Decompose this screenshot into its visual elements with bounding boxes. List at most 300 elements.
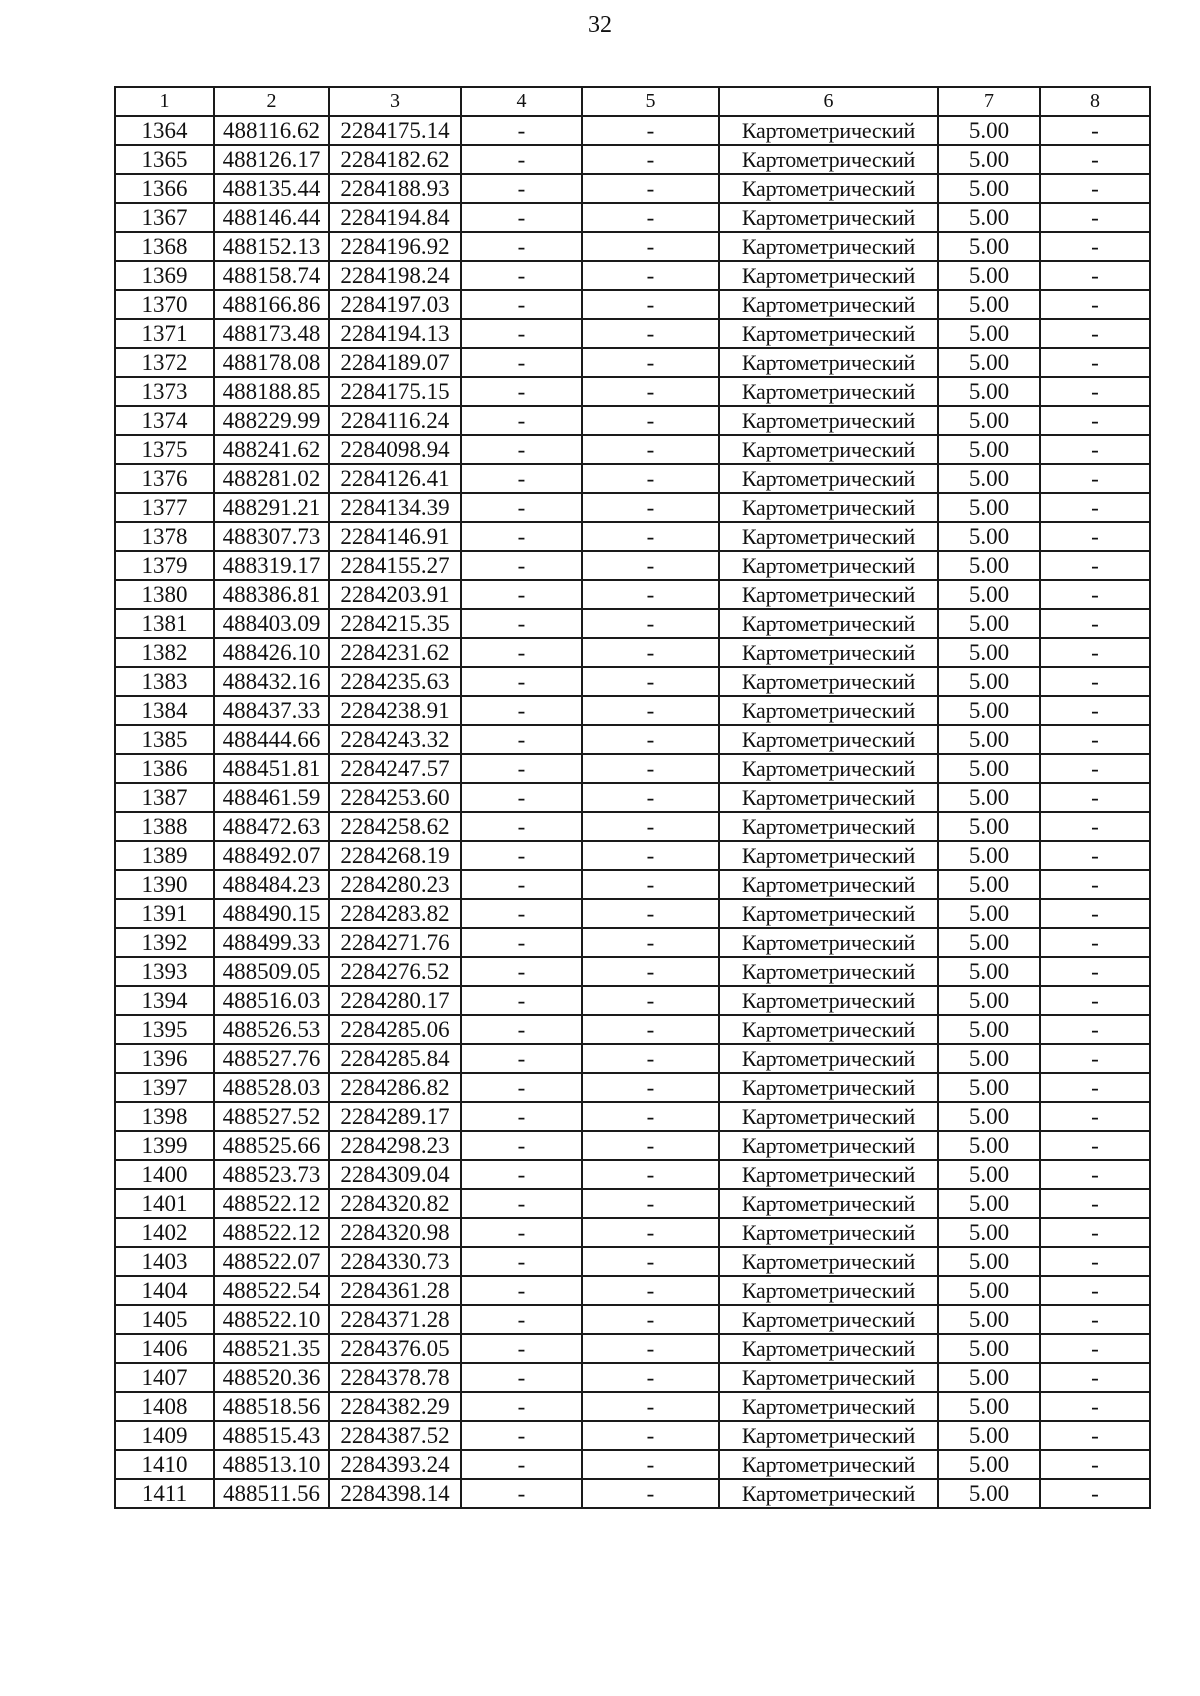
col8-cell: - [1040, 812, 1150, 841]
method-cell: Картометрический [719, 1363, 938, 1392]
y-coordinate-cell: 2284188.93 [329, 174, 461, 203]
method-cell: Картометрический [719, 1305, 938, 1334]
y-coordinate-cell: 2284146.91 [329, 522, 461, 551]
method-cell: Картометрический [719, 377, 938, 406]
table-row [115, 116, 1150, 145]
y-coordinate-cell: 2284330.73 [329, 1247, 461, 1276]
col5-cell: - [582, 203, 719, 232]
col8-cell: - [1040, 899, 1150, 928]
accuracy-cell: 5.00 [938, 638, 1040, 667]
method-cell: Картометрический [719, 986, 938, 1015]
col4-cell: - [461, 348, 582, 377]
col8-cell: - [1040, 725, 1150, 754]
col4-cell: - [461, 464, 582, 493]
method-cell: Картометрический [719, 1276, 938, 1305]
col4-cell: - [461, 1305, 582, 1334]
table-row [115, 377, 1150, 406]
x-coordinate-cell: 488135.44 [214, 174, 329, 203]
col4-cell: - [461, 783, 582, 812]
col4-cell: - [461, 638, 582, 667]
x-coordinate-cell: 488511.56 [214, 1479, 329, 1508]
accuracy-cell: 5.00 [938, 870, 1040, 899]
x-coordinate-cell: 488520.36 [214, 1363, 329, 1392]
x-coordinate-cell: 488307.73 [214, 522, 329, 551]
y-coordinate-cell: 2284398.14 [329, 1479, 461, 1508]
accuracy-cell: 5.00 [938, 290, 1040, 319]
point-number-cell: 1384 [115, 696, 214, 725]
table-row [115, 261, 1150, 290]
col4-cell: - [461, 551, 582, 580]
method-cell: Картометрический [719, 870, 938, 899]
x-coordinate-cell: 488522.54 [214, 1276, 329, 1305]
table-row [115, 812, 1150, 841]
col5-cell: - [582, 1276, 719, 1305]
method-cell: Картометрический [719, 203, 938, 232]
y-coordinate-cell: 2284387.52 [329, 1421, 461, 1450]
method-cell: Картометрический [719, 899, 938, 928]
table-row [115, 609, 1150, 638]
point-number-cell: 1382 [115, 638, 214, 667]
accuracy-cell: 5.00 [938, 493, 1040, 522]
accuracy-cell: 5.00 [938, 261, 1040, 290]
accuracy-cell: 5.00 [938, 1044, 1040, 1073]
col5-cell: - [582, 841, 719, 870]
table-row [115, 435, 1150, 464]
table-row [115, 1276, 1150, 1305]
point-number-cell: 1375 [115, 435, 214, 464]
y-coordinate-cell: 2284197.03 [329, 290, 461, 319]
col4-cell: - [461, 290, 582, 319]
point-number-cell: 1380 [115, 580, 214, 609]
y-coordinate-cell: 2284320.98 [329, 1218, 461, 1247]
col8-cell: - [1040, 203, 1150, 232]
col4-cell: - [461, 1334, 582, 1363]
column-header: 2 [214, 87, 329, 116]
table-row [115, 783, 1150, 812]
col5-cell: - [582, 928, 719, 957]
col4-cell: - [461, 116, 582, 145]
x-coordinate-cell: 488492.07 [214, 841, 329, 870]
col5-cell: - [582, 261, 719, 290]
col4-cell: - [461, 986, 582, 1015]
table-row [115, 1044, 1150, 1073]
accuracy-cell: 5.00 [938, 725, 1040, 754]
col4-cell: - [461, 1450, 582, 1479]
method-cell: Картометрический [719, 435, 938, 464]
col4-cell: - [461, 1073, 582, 1102]
point-number-cell: 1371 [115, 319, 214, 348]
x-coordinate-cell: 488229.99 [214, 406, 329, 435]
point-number-cell: 1369 [115, 261, 214, 290]
table-row [115, 870, 1150, 899]
point-number-cell: 1391 [115, 899, 214, 928]
x-coordinate-cell: 488461.59 [214, 783, 329, 812]
column-header: 5 [582, 87, 719, 116]
x-coordinate-cell: 488403.09 [214, 609, 329, 638]
column-header: 7 [938, 87, 1040, 116]
accuracy-cell: 5.00 [938, 551, 1040, 580]
y-coordinate-cell: 2284175.14 [329, 116, 461, 145]
col8-cell: - [1040, 1189, 1150, 1218]
accuracy-cell: 5.00 [938, 1102, 1040, 1131]
method-cell: Картометрический [719, 957, 938, 986]
y-coordinate-cell: 2284194.84 [329, 203, 461, 232]
col4-cell: - [461, 957, 582, 986]
col8-cell: - [1040, 377, 1150, 406]
column-header: 6 [719, 87, 938, 116]
method-cell: Картометрический [719, 638, 938, 667]
accuracy-cell: 5.00 [938, 377, 1040, 406]
col4-cell: - [461, 580, 582, 609]
point-number-cell: 1374 [115, 406, 214, 435]
point-number-cell: 1379 [115, 551, 214, 580]
col8-cell: - [1040, 1131, 1150, 1160]
x-coordinate-cell: 488426.10 [214, 638, 329, 667]
method-cell: Картометрический [719, 609, 938, 638]
col5-cell: - [582, 232, 719, 261]
method-cell: Картометрический [719, 1102, 938, 1131]
col5-cell: - [582, 754, 719, 783]
accuracy-cell: 5.00 [938, 928, 1040, 957]
point-number-cell: 1405 [115, 1305, 214, 1334]
x-coordinate-cell: 488518.56 [214, 1392, 329, 1421]
x-coordinate-cell: 488241.62 [214, 435, 329, 464]
col4-cell: - [461, 1160, 582, 1189]
accuracy-cell: 5.00 [938, 1131, 1040, 1160]
col8-cell: - [1040, 1015, 1150, 1044]
col4-cell: - [461, 522, 582, 551]
table-row [115, 1102, 1150, 1131]
x-coordinate-cell: 488178.08 [214, 348, 329, 377]
x-coordinate-cell: 488516.03 [214, 986, 329, 1015]
table-row [115, 319, 1150, 348]
col4-cell: - [461, 928, 582, 957]
table-row [115, 522, 1150, 551]
method-cell: Картометрический [719, 1044, 938, 1073]
accuracy-cell: 5.00 [938, 464, 1040, 493]
col4-cell: - [461, 1363, 582, 1392]
col8-cell: - [1040, 1305, 1150, 1334]
method-cell: Картометрический [719, 783, 938, 812]
y-coordinate-cell: 2284298.23 [329, 1131, 461, 1160]
y-coordinate-cell: 2284182.62 [329, 145, 461, 174]
x-coordinate-cell: 488173.48 [214, 319, 329, 348]
col8-cell: - [1040, 667, 1150, 696]
method-cell: Картометрический [719, 145, 938, 174]
x-coordinate-cell: 488522.07 [214, 1247, 329, 1276]
col4-cell: - [461, 1421, 582, 1450]
col4-cell: - [461, 232, 582, 261]
y-coordinate-cell: 2284378.78 [329, 1363, 461, 1392]
col5-cell: - [582, 1073, 719, 1102]
x-coordinate-cell: 488432.16 [214, 667, 329, 696]
col4-cell: - [461, 754, 582, 783]
method-cell: Картометрический [719, 667, 938, 696]
method-cell: Картометрический [719, 1015, 938, 1044]
accuracy-cell: 5.00 [938, 145, 1040, 174]
point-number-cell: 1403 [115, 1247, 214, 1276]
table-row [115, 464, 1150, 493]
x-coordinate-cell: 488166.86 [214, 290, 329, 319]
col4-cell: - [461, 261, 582, 290]
x-coordinate-cell: 488521.35 [214, 1334, 329, 1363]
col5-cell: - [582, 638, 719, 667]
table-row [115, 928, 1150, 957]
col4-cell: - [461, 203, 582, 232]
x-coordinate-cell: 488444.66 [214, 725, 329, 754]
method-cell: Картометрический [719, 1450, 938, 1479]
col8-cell: - [1040, 1044, 1150, 1073]
col5-cell: - [582, 551, 719, 580]
method-cell: Картометрический [719, 754, 938, 783]
table-row [115, 145, 1150, 174]
point-number-cell: 1388 [115, 812, 214, 841]
col4-cell: - [461, 319, 582, 348]
accuracy-cell: 5.00 [938, 1479, 1040, 1508]
col8-cell: - [1040, 232, 1150, 261]
method-cell: Картометрический [719, 406, 938, 435]
x-coordinate-cell: 488509.05 [214, 957, 329, 986]
method-cell: Картометрический [719, 1189, 938, 1218]
point-number-cell: 1407 [115, 1363, 214, 1392]
accuracy-cell: 5.00 [938, 696, 1040, 725]
table-row [115, 203, 1150, 232]
col5-cell: - [582, 406, 719, 435]
col8-cell: - [1040, 522, 1150, 551]
accuracy-cell: 5.00 [938, 522, 1040, 551]
col4-cell: - [461, 841, 582, 870]
col8-cell: - [1040, 319, 1150, 348]
col8-cell: - [1040, 261, 1150, 290]
y-coordinate-cell: 2284253.60 [329, 783, 461, 812]
point-number-cell: 1409 [115, 1421, 214, 1450]
col5-cell: - [582, 609, 719, 638]
x-coordinate-cell: 488528.03 [214, 1073, 329, 1102]
col4-cell: - [461, 725, 582, 754]
col8-cell: - [1040, 638, 1150, 667]
y-coordinate-cell: 2284320.82 [329, 1189, 461, 1218]
table-row [115, 290, 1150, 319]
method-cell: Картометрический [719, 232, 938, 261]
y-coordinate-cell: 2284361.28 [329, 1276, 461, 1305]
method-cell: Картометрический [719, 1334, 938, 1363]
col5-cell: - [582, 1044, 719, 1073]
col5-cell: - [582, 145, 719, 174]
y-coordinate-cell: 2284243.32 [329, 725, 461, 754]
accuracy-cell: 5.00 [938, 1160, 1040, 1189]
col5-cell: - [582, 783, 719, 812]
x-coordinate-cell: 488526.53 [214, 1015, 329, 1044]
x-coordinate-cell: 488522.10 [214, 1305, 329, 1334]
y-coordinate-cell: 2284175.15 [329, 377, 461, 406]
table-row [115, 1479, 1150, 1508]
y-coordinate-cell: 2284309.04 [329, 1160, 461, 1189]
method-cell: Картометрический [719, 1247, 938, 1276]
col5-cell: - [582, 174, 719, 203]
col4-cell: - [461, 174, 582, 203]
col5-cell: - [582, 377, 719, 406]
col8-cell: - [1040, 609, 1150, 638]
x-coordinate-cell: 488319.17 [214, 551, 329, 580]
x-coordinate-cell: 488522.12 [214, 1189, 329, 1218]
col5-cell: - [582, 957, 719, 986]
method-cell: Картометрический [719, 174, 938, 203]
col5-cell: - [582, 435, 719, 464]
point-number-cell: 1402 [115, 1218, 214, 1247]
col5-cell: - [582, 290, 719, 319]
y-coordinate-cell: 2284247.57 [329, 754, 461, 783]
x-coordinate-cell: 488499.33 [214, 928, 329, 957]
accuracy-cell: 5.00 [938, 203, 1040, 232]
method-cell: Картометрический [719, 522, 938, 551]
table-row [115, 580, 1150, 609]
table-row [115, 1160, 1150, 1189]
col8-cell: - [1040, 580, 1150, 609]
col5-cell: - [582, 1102, 719, 1131]
col5-cell: - [582, 1479, 719, 1508]
col4-cell: - [461, 899, 582, 928]
col5-cell: - [582, 1218, 719, 1247]
point-number-cell: 1378 [115, 522, 214, 551]
col5-cell: - [582, 1305, 719, 1334]
col8-cell: - [1040, 841, 1150, 870]
x-coordinate-cell: 488522.12 [214, 1218, 329, 1247]
col4-cell: - [461, 870, 582, 899]
table-row [115, 667, 1150, 696]
table-row [115, 841, 1150, 870]
point-number-cell: 1397 [115, 1073, 214, 1102]
method-cell: Картометрический [719, 1392, 938, 1421]
x-coordinate-cell: 488146.44 [214, 203, 329, 232]
y-coordinate-cell: 2284258.62 [329, 812, 461, 841]
table-row [115, 348, 1150, 377]
col8-cell: - [1040, 1421, 1150, 1450]
point-number-cell: 1365 [115, 145, 214, 174]
col5-cell: - [582, 1421, 719, 1450]
accuracy-cell: 5.00 [938, 783, 1040, 812]
table-row [115, 493, 1150, 522]
col4-cell: - [461, 377, 582, 406]
col4-cell: - [461, 406, 582, 435]
accuracy-cell: 5.00 [938, 986, 1040, 1015]
accuracy-cell: 5.00 [938, 1450, 1040, 1479]
col8-cell: - [1040, 1363, 1150, 1392]
point-number-cell: 1406 [115, 1334, 214, 1363]
x-coordinate-cell: 488523.73 [214, 1160, 329, 1189]
col4-cell: - [461, 493, 582, 522]
y-coordinate-cell: 2284198.24 [329, 261, 461, 290]
method-cell: Картометрический [719, 812, 938, 841]
point-number-cell: 1408 [115, 1392, 214, 1421]
point-number-cell: 1393 [115, 957, 214, 986]
y-coordinate-cell: 2284194.13 [329, 319, 461, 348]
y-coordinate-cell: 2284285.06 [329, 1015, 461, 1044]
col8-cell: - [1040, 928, 1150, 957]
col5-cell: - [582, 667, 719, 696]
point-number-cell: 1368 [115, 232, 214, 261]
col8-cell: - [1040, 406, 1150, 435]
col8-cell: - [1040, 348, 1150, 377]
y-coordinate-cell: 2284271.76 [329, 928, 461, 957]
col8-cell: - [1040, 1479, 1150, 1508]
method-cell: Картометрический [719, 841, 938, 870]
col8-cell: - [1040, 551, 1150, 580]
x-coordinate-cell: 488490.15 [214, 899, 329, 928]
table-row [115, 899, 1150, 928]
accuracy-cell: 5.00 [938, 116, 1040, 145]
point-number-cell: 1364 [115, 116, 214, 145]
method-cell: Картометрический [719, 261, 938, 290]
point-number-cell: 1385 [115, 725, 214, 754]
table-row [115, 1421, 1150, 1450]
method-cell: Картометрический [719, 290, 938, 319]
method-cell: Картометрический [719, 928, 938, 957]
col4-cell: - [461, 1276, 582, 1305]
y-coordinate-cell: 2284155.27 [329, 551, 461, 580]
col4-cell: - [461, 812, 582, 841]
y-coordinate-cell: 2284238.91 [329, 696, 461, 725]
point-number-cell: 1386 [115, 754, 214, 783]
col8-cell: - [1040, 1073, 1150, 1102]
col4-cell: - [461, 1102, 582, 1131]
method-cell: Картометрический [719, 1479, 938, 1508]
col5-cell: - [582, 1363, 719, 1392]
method-cell: Картометрический [719, 1073, 938, 1102]
column-header: 1 [115, 87, 214, 116]
col8-cell: - [1040, 1218, 1150, 1247]
col5-cell: - [582, 580, 719, 609]
col5-cell: - [582, 1392, 719, 1421]
method-cell: Картометрический [719, 1421, 938, 1450]
table-row [115, 754, 1150, 783]
col5-cell: - [582, 696, 719, 725]
col8-cell: - [1040, 986, 1150, 1015]
point-number-cell: 1396 [115, 1044, 214, 1073]
col8-cell: - [1040, 174, 1150, 203]
accuracy-cell: 5.00 [938, 957, 1040, 986]
point-number-cell: 1392 [115, 928, 214, 957]
y-coordinate-cell: 2284280.23 [329, 870, 461, 899]
col8-cell: - [1040, 493, 1150, 522]
x-coordinate-cell: 488472.63 [214, 812, 329, 841]
table-row [115, 174, 1150, 203]
table-row [115, 1392, 1150, 1421]
col5-cell: - [582, 986, 719, 1015]
y-coordinate-cell: 2284231.62 [329, 638, 461, 667]
col8-cell: - [1040, 696, 1150, 725]
table-row [115, 1218, 1150, 1247]
y-coordinate-cell: 2284268.19 [329, 841, 461, 870]
col4-cell: - [461, 145, 582, 174]
col4-cell: - [461, 1189, 582, 1218]
accuracy-cell: 5.00 [938, 812, 1040, 841]
method-cell: Картометрический [719, 319, 938, 348]
y-coordinate-cell: 2284382.29 [329, 1392, 461, 1421]
col4-cell: - [461, 667, 582, 696]
table-row [115, 957, 1150, 986]
y-coordinate-cell: 2284196.92 [329, 232, 461, 261]
y-coordinate-cell: 2284189.07 [329, 348, 461, 377]
col4-cell: - [461, 1131, 582, 1160]
point-number-cell: 1377 [115, 493, 214, 522]
col4-cell: - [461, 1015, 582, 1044]
col5-cell: - [582, 116, 719, 145]
point-number-cell: 1398 [115, 1102, 214, 1131]
x-coordinate-cell: 488158.74 [214, 261, 329, 290]
y-coordinate-cell: 2284393.24 [329, 1450, 461, 1479]
table-row [115, 725, 1150, 754]
point-number-cell: 1404 [115, 1276, 214, 1305]
